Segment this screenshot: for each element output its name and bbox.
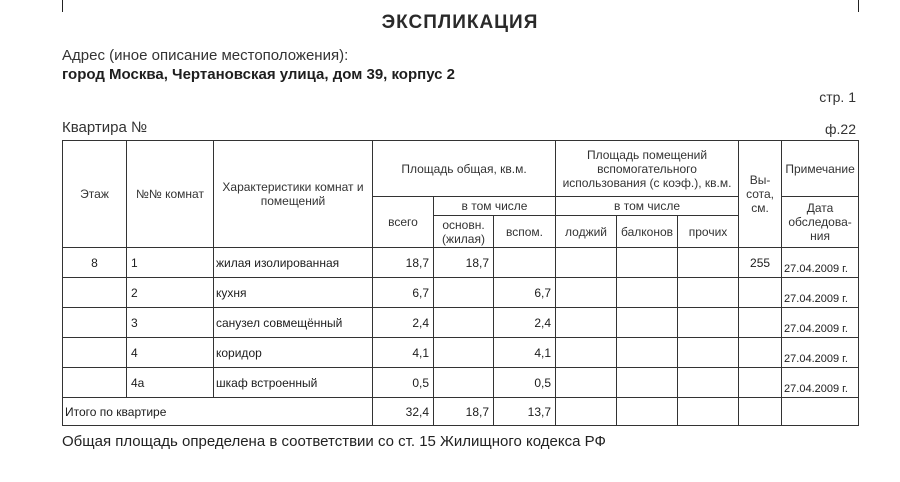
- explication-table: [62, 140, 859, 426]
- cell-other: [678, 308, 739, 338]
- document-title: ЭКСПЛИКАЦИЯ: [381, 12, 539, 33]
- header-incl-1: в том числе: [434, 197, 556, 216]
- cell-main: [434, 278, 494, 308]
- cell-balconies: [617, 338, 678, 368]
- cell-height: [739, 398, 782, 426]
- cell-aux: 4,1: [494, 338, 556, 368]
- table-row: [63, 368, 859, 398]
- table-row: [63, 308, 859, 338]
- cell-aux: [494, 248, 556, 278]
- cell-date: 27.04.2009 г.: [782, 278, 859, 308]
- cell-floor: [63, 368, 127, 398]
- cell-other: [678, 278, 739, 308]
- table-row: [63, 278, 859, 308]
- cell-balconies: [617, 308, 678, 338]
- header-height: Вы-сота, см.: [739, 141, 782, 248]
- cell-main: 18,7: [434, 248, 494, 278]
- totals-total: 32,4: [373, 398, 434, 426]
- cell-balconies: [617, 398, 678, 426]
- cell-balconies: [617, 278, 678, 308]
- totals-aux: 13,7: [494, 398, 556, 426]
- cell-floor: 8: [63, 248, 127, 278]
- header-balconies: балконов: [617, 216, 678, 248]
- cell-floor: [63, 338, 127, 368]
- totals-label: Итого по квартире: [63, 398, 373, 426]
- footer-note: Общая площадь определена в соответствии со ст. 15 Жилищного кодекса РФ: [62, 433, 606, 450]
- cell-height: [739, 338, 782, 368]
- cell-total: 0,5: [373, 368, 434, 398]
- address: город Москва, Чертановская улица, дом 39, корпус 2: [62, 66, 456, 83]
- cell-date: 27.04.2009 г.: [782, 248, 859, 278]
- cell-loggias: [556, 398, 617, 426]
- cell-room: 3: [127, 308, 214, 338]
- cell-other: [678, 338, 739, 368]
- cell-date: [782, 398, 859, 426]
- cell-total: 6,7: [373, 278, 434, 308]
- page-number: стр. 1: [819, 89, 856, 105]
- header-rooms: №№ комнат: [127, 141, 214, 248]
- header-other: прочих: [678, 216, 739, 248]
- cell-total: 2,4: [373, 308, 434, 338]
- header-total: всего: [373, 197, 434, 248]
- frame-line: [62, 0, 63, 12]
- address-label: Адрес (иное описание местоположения):: [62, 47, 349, 64]
- cell-description: шкаф встроенный: [214, 368, 373, 398]
- header-main-living: основн. (жилая): [434, 216, 494, 248]
- cell-main: [434, 338, 494, 368]
- cell-other: [678, 398, 739, 426]
- table-row: [63, 338, 859, 368]
- cell-description: санузел совмещённый: [214, 308, 373, 338]
- header-total-area: Площадь общая, кв.м.: [373, 141, 556, 197]
- header-note: Примечание: [782, 141, 859, 197]
- cell-height: [739, 278, 782, 308]
- cell-description: кухня: [214, 278, 373, 308]
- totals-main: 18,7: [434, 398, 494, 426]
- cell-room: 2: [127, 278, 214, 308]
- cell-aux: 6,7: [494, 278, 556, 308]
- cell-total: 4,1: [373, 338, 434, 368]
- cell-date: 27.04.2009 г.: [782, 308, 859, 338]
- cell-loggias: [556, 248, 617, 278]
- table-row: [63, 248, 859, 278]
- cell-aux: 2,4: [494, 308, 556, 338]
- cell-loggias: [556, 308, 617, 338]
- cell-description: коридор: [214, 338, 373, 368]
- cell-height: 255: [739, 248, 782, 278]
- cell-loggias: [556, 278, 617, 308]
- cell-floor: [63, 308, 127, 338]
- totals-row: [63, 398, 859, 426]
- cell-floor: [63, 278, 127, 308]
- header-characteristics: Характеристики комнат и помещений: [214, 141, 373, 248]
- cell-aux: 0,5: [494, 368, 556, 398]
- cell-description: жилая изолированная: [214, 248, 373, 278]
- cell-height: [739, 308, 782, 338]
- form-code: ф.22: [825, 121, 856, 137]
- cell-main: [434, 368, 494, 398]
- cell-other: [678, 248, 739, 278]
- cell-balconies: [617, 248, 678, 278]
- header-aux: вспом.: [494, 216, 556, 248]
- header-loggias: лоджий: [556, 216, 617, 248]
- cell-room: 4: [127, 338, 214, 368]
- cell-height: [739, 368, 782, 398]
- cell-total: 18,7: [373, 248, 434, 278]
- cell-date: 27.04.2009 г.: [782, 338, 859, 368]
- header-floor: Этаж: [63, 141, 127, 248]
- cell-other: [678, 368, 739, 398]
- header-incl-2: в том числе: [556, 197, 739, 216]
- header-aux-area: Площадь помещений вспомогательного использования (с коэф.), кв.м.: [556, 141, 739, 197]
- cell-loggias: [556, 368, 617, 398]
- cell-loggias: [556, 338, 617, 368]
- header-survey-date: Дата обследова-ния: [782, 197, 859, 248]
- apartment-label: Квартира №: [62, 119, 148, 136]
- frame-line: [858, 0, 859, 12]
- cell-room: 4а: [127, 368, 214, 398]
- cell-date: 27.04.2009 г.: [782, 368, 859, 398]
- cell-room: 1: [127, 248, 214, 278]
- cell-main: [434, 308, 494, 338]
- cell-balconies: [617, 368, 678, 398]
